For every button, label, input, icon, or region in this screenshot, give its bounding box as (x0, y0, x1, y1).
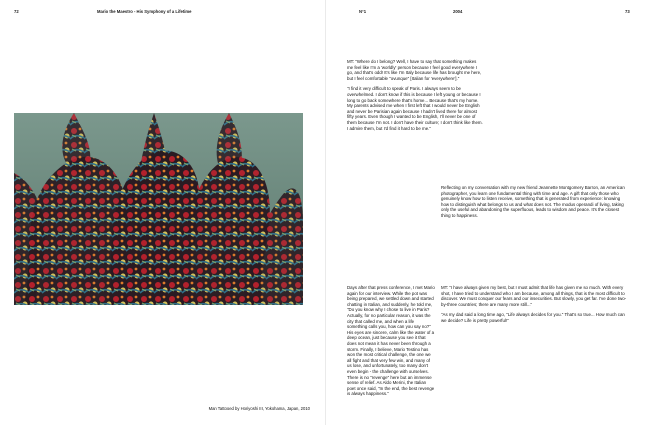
left-page-number: 72 (14, 9, 19, 14)
reflection-paragraph: Reflecting on my conversation with my new friend Jeannette Montgomery Barron, an American photographer, you learn one fundamental thing with time and age. A gift that only those who genuinely know how to listen receive, something that is generated from experience: knowing how to distinguish what belongs to us and what does not. The modus operandi of living, taking only the useful and abandoning the superfluous, leads to wisdom and peace. It's the closest thing to happiness. (441, 185, 625, 218)
closing-quote-column (441, 285, 627, 329)
running-title: Mario the Maestro - His Symphony of a Lifetime (97, 9, 192, 14)
tattooed-bodies-photo (14, 113, 303, 305)
interview-quote-column (347, 59, 483, 136)
quote-paragraph: MT: "I have always given my best, but I must admit that life has given me so much. With every shot, I have tried to understand who I am because, among all things, that is the most difficult to discover. We must conquer our fears and our insecurities. But slowly, you get far. I've done two-by-three countries; there are many more still..." (441, 285, 627, 307)
issue-number: N°1 (359, 9, 367, 14)
quote-paragraph: "I find it very difficult to speak of Paris. I always seem to be overwhelmed. I don't know if this is because I left young or because I long to go back somewhere that's home... Because that's my home. My parents advised me when I first left that I would never be English and never be Parisian again because I hadn't lived there for almost fifty years. Even though I wanted to be English, I'll never be one of them because I'm not. I don't have their culture; I don't think like them. I admire them, but I'd find it hard to be me." (347, 86, 483, 131)
issue-year: 2004 (453, 9, 463, 14)
right-page-number: 73 (625, 9, 630, 14)
narrative-paragraph: Days after that press conference, I met Mario again for our interview. While the pot was being prepared, we settled down and started chatting in Italian, and suddenly, he told me, "Do you know why I chose to live in Paris? Actually, for no particular reason, it was the city that called me, and when a life something calls you, how can you say no?" His eyes are sincere, calm like the water of a deep ocean, just because you see it that does not mean it has never been through a storm. Finally, I believe, Mario Testino has won the most critical challenge, the one we all fight and that very few win, and many of us lose, and unfortunately, too many don't even begin - the challenge with ourselves. There is no "revenge" here but an immense sense of relief. As Aldo Merini, the Italian poet once said, "In the end, the best revenge is always happiness." (347, 285, 435, 397)
photo-illustration (14, 113, 303, 305)
narrative-column (347, 285, 435, 402)
quote-paragraph: "As my dad said a long time ago, "Life always decides for you." That's so true... How much can we decide? Life is pretty powerful!" (441, 312, 625, 323)
photo-caption: Man Tattooed by Horiyoshi III, Yokohama, Japan, 2010 (208, 406, 310, 411)
right-page (326, 0, 652, 425)
quote-paragraph: MT: "Where do I belong? Well, I have to say that something makes me feel like I'm a 'worldly' person because I feel good everywhere I go, and that's odd! It's like I'm Italy because life has brought me here, but I feel comfortable "ovunque" [Italian for 'everywhere']." (347, 59, 482, 81)
